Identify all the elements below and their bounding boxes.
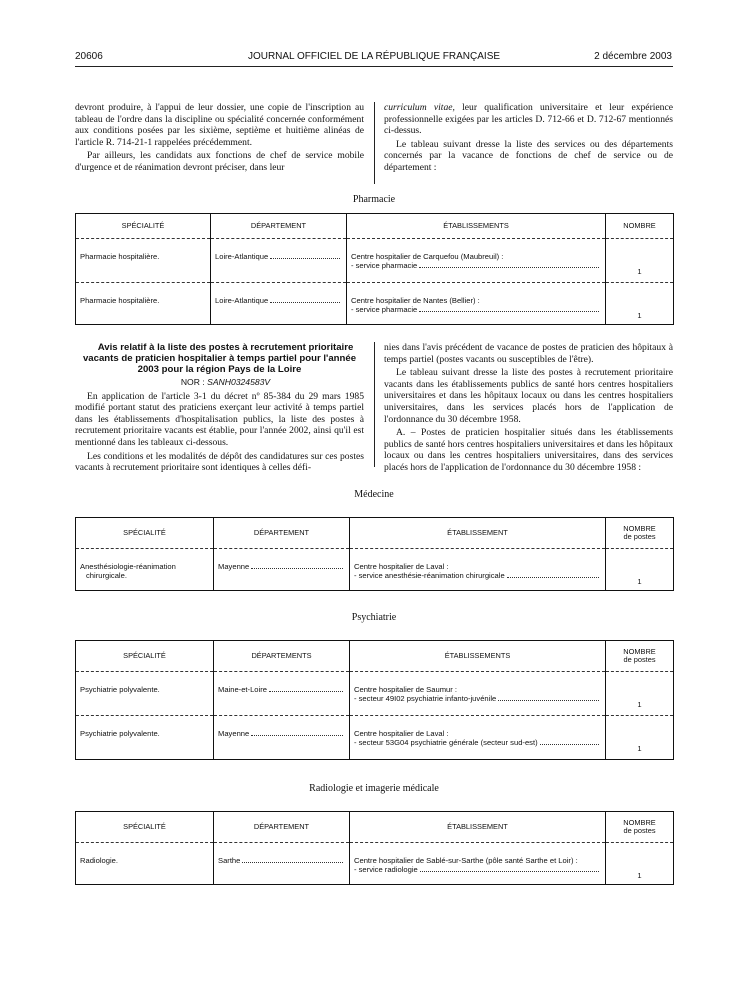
notice-right-paragraph-2: Le tableau suivant dresse la liste des postes à recrutement prioritaire vacants dans les établissements publics de santé hors centres hospitaliers universitaires et dans les hôpitaux locaux ou dans les centres hospitaliers universitaires, dans les services placés hors de l'application de l'ordonnance du 30 décembre 1958. [384, 367, 673, 425]
page-number: 20606 [75, 51, 103, 62]
table-row [76, 549, 674, 591]
nombre-label: NOMBRE [623, 524, 656, 533]
cell-etablissement [350, 716, 606, 760]
intro-italic-term: curriculum vitae, [384, 102, 455, 113]
col-header-etablissements: ÉTABLISSEMENTS [347, 214, 606, 239]
notice-nor [75, 377, 364, 389]
departement-text: Mayenne [218, 729, 250, 738]
cell-etablissement [347, 283, 606, 325]
table-row [76, 843, 674, 885]
medecine-table [75, 517, 674, 591]
notice-left-column [75, 342, 364, 476]
table-header-row [76, 641, 674, 672]
departement-text: Sarthe [218, 856, 241, 865]
notice-right-paragraph-1: nies dans l'avis précédent de vacance de postes de praticien des hôpitaux à temps partiel (postes vacants ou susceptibles de l'être). [384, 342, 673, 365]
cell-specialite: Pharmacie hospitalière. [76, 239, 211, 283]
cell-etablissement [350, 672, 606, 716]
etablissement-name: Centre hospitalier de Nantes (Bellier) : [351, 296, 480, 305]
cell-nombre: 1 [606, 549, 674, 591]
col-header-nombre [606, 812, 674, 843]
cell-departement [211, 239, 347, 283]
intro-right-paragraph-1 [384, 102, 673, 137]
cell-departement [214, 672, 350, 716]
etablissement-service: - secteur 53G04 psychiatrie générale (secteur sud-est) [354, 738, 538, 747]
column-divider [374, 342, 375, 467]
table-row [76, 239, 674, 283]
cell-nombre: 1 [606, 843, 674, 885]
intro-left-paragraph-2: Par ailleurs, les candidats aux fonctions de chef de service mobile d'urgence et de réanimation devront préciser, dans leur [75, 150, 364, 173]
etablissement-service: - service radiologie [354, 865, 418, 874]
table-row [76, 283, 674, 325]
cell-nombre: 1 [606, 283, 674, 325]
pharmacie-table [75, 213, 674, 325]
table-header-row [76, 518, 674, 549]
nombre-label: NOMBRE [623, 818, 656, 827]
intro-left-paragraph-1: devront produire, à l'appui de leur dossier, une copie de l'inscription au tableau de l'ordre dans la discipline ou spécialité concernée conformément aux conditions posées par les sixième, septième et huitième alinéas de l'article R. 714-21-1 rappelées précédemment. [75, 102, 364, 148]
table-header-row [76, 214, 674, 239]
intro-right-column [384, 102, 673, 176]
section-title-pharmacie: Pharmacie [352, 194, 396, 205]
cell-specialite: Pharmacie hospitalière. [80, 296, 160, 305]
intro-right-paragraph-2: Le tableau suivant dresse la liste des services ou des départements concernés par la vacance de fonctions de chef de service ou de département : [384, 138, 673, 173]
etablissement-name: Centre hospitalier de Carquefou (Maubreuil) : [351, 252, 504, 261]
specialite-line-2: chirurgicale. [86, 571, 127, 580]
column-divider [374, 102, 375, 184]
specialite-line-1: Anesthésiologie-réanimation [80, 562, 176, 571]
col-header-nombre: NOMBRE [606, 214, 674, 239]
etablissement-service: - secteur 49I02 psychiatrie infanto-juvénile [354, 694, 497, 703]
cell-etablissement [350, 843, 606, 885]
de-postes-label: de postes [623, 826, 656, 835]
radiologie-table [75, 811, 674, 885]
col-header-specialite: SPÉCIALITÉ [76, 812, 214, 843]
section-title-medecine: Médecine [354, 489, 394, 500]
nombre-label: NOMBRE [623, 647, 656, 656]
col-header-departement: DÉPARTEMENT [214, 518, 350, 549]
journal-title: JOURNAL OFFICIEL DE LA RÉPUBLIQUE FRANÇAISE [247, 51, 501, 62]
etablissement-service: - service pharmacie [351, 261, 418, 270]
cell-specialite: Radiologie. [80, 856, 118, 865]
notice-left-paragraph-2: Les conditions et les modalités de dépôt des candidatures sur ces postes vacants à recrutement prioritaire sont identiques à celles défi- [75, 450, 364, 474]
col-header-specialite: SPÉCIALITÉ [76, 214, 211, 239]
etablissement-name: Centre hospitalier de Saumur : [354, 685, 457, 694]
de-postes-label: de postes [623, 655, 656, 664]
col-header-specialite: SPÉCIALITÉ [76, 641, 214, 672]
cell-nombre: 1 [606, 716, 674, 760]
de-postes-label: de postes [623, 532, 656, 541]
notice-left-paragraph-1: En application de l'article 3-1 du décret nº 85-384 du 29 mars 1985 modifié portant statut des praticiens exerçant leur activité à temps partiel dans les établissements d'hospitalisation publics, la liste des postes à recrutement prioritaire vacants est établie, pour l'année 2002, ainsi qu'il est mentionné dans les tableaux ci-dessous. [75, 390, 364, 448]
cell-departement [211, 283, 347, 325]
cell-specialite [76, 549, 214, 591]
notice-title: Avis relatif à la liste des postes à recrutement prioritaire vacants de praticien hospitalier à temps partiel pour l'année 2003 pour la région Pays de la Loire [82, 342, 357, 375]
col-header-etablissements: ÉTABLISSEMENTS [350, 641, 606, 672]
col-header-etablissement: ÉTABLISSEMENT [350, 518, 606, 549]
col-header-departements: DÉPARTEMENTS [214, 641, 350, 672]
etablissement-name: Centre hospitalier de Sablé-sur-Sarthe (pôle santé Sarthe et Loir) : [354, 856, 578, 865]
departement-text: Mayenne [218, 562, 250, 571]
col-header-nombre [606, 518, 674, 549]
col-header-etablissement: ÉTABLISSEMENT [350, 812, 606, 843]
cell-departement [214, 549, 350, 591]
col-header-nombre [606, 641, 674, 672]
col-header-departement: DÉPARTEMENT [214, 812, 350, 843]
notice-right-paragraph-3: A. – Postes de praticien hospitalier situés dans les établissements publics de santé hors centres hospitaliers universitaires et dans les hôpitaux locaux ou dans les centres hospitaliers universitaires, dans des services placés hors de l'application de l'ordonnance du 30 décembre 1958 : [384, 427, 673, 473]
cell-nombre: 1 [606, 672, 674, 716]
header-rule [75, 66, 673, 67]
cell-etablissement [350, 549, 606, 591]
section-title-psychiatrie: Psychiatrie [351, 612, 397, 623]
psychiatrie-table [75, 640, 674, 760]
nor-label: NOR : [180, 377, 208, 387]
nor-code: SANH0324583V [207, 377, 271, 387]
cell-specialite: Psychiatrie polyvalente. [76, 672, 214, 716]
departement-text: Loire-Atlantique [215, 252, 269, 261]
etablissement-name: Centre hospitalier de Laval : [354, 562, 449, 571]
col-header-departement: DÉPARTEMENT [211, 214, 347, 239]
header-date: 2 décembre 2003 [594, 51, 672, 62]
cell-nombre: 1 [606, 239, 674, 283]
cell-etablissement [347, 239, 606, 283]
intro-left-column [75, 102, 364, 176]
intro-right-paragraph-1-text: leur qualification universitaire et leur expérience professionnelle exigées par les articles D. 712-66 et D. 712-67 mentionnés ci-dessus. [384, 102, 673, 137]
cell-specialite: Psychiatrie polyvalente. [80, 729, 160, 738]
col-header-specialite: SPÉCIALITÉ [76, 518, 214, 549]
table-row [76, 672, 674, 716]
table-row [76, 716, 674, 760]
departement-text: Loire-Atlantique [215, 296, 269, 305]
notice-right-column [384, 342, 673, 476]
etablissement-name: Centre hospitalier de Laval : [354, 729, 449, 738]
cell-departement [214, 843, 350, 885]
etablissement-service: - service pharmacie [351, 305, 418, 314]
cell-departement [214, 716, 350, 760]
etablissement-service: - service anesthésie-réanimation chirurgicale [354, 571, 505, 580]
section-title-radiologie: Radiologie et imagerie médicale [309, 783, 439, 794]
departement-text: Maine-et-Loire [218, 685, 267, 694]
table-header-row [76, 812, 674, 843]
